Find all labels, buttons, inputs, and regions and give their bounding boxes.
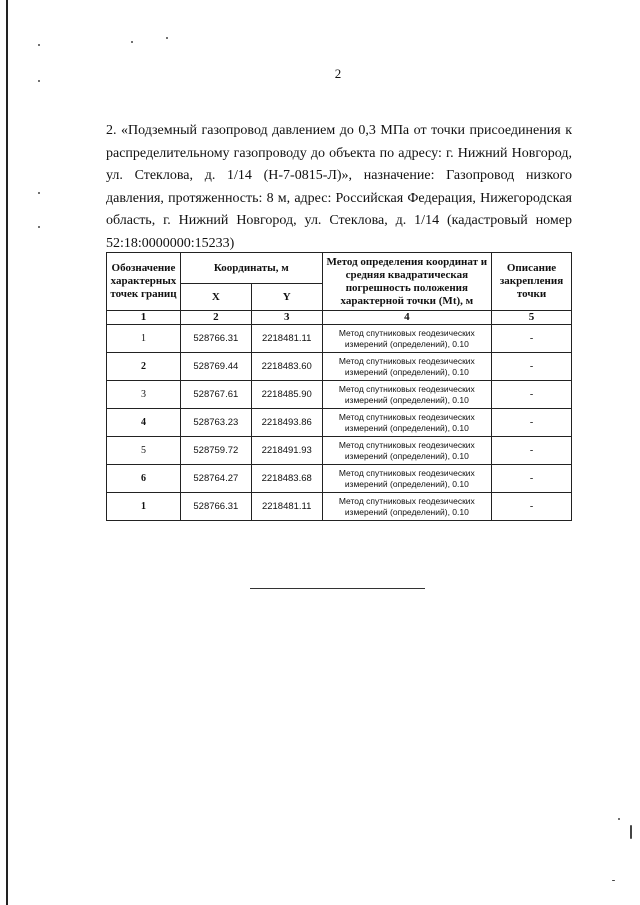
closing-rule-line: [250, 588, 425, 589]
fixing-description: -: [492, 325, 572, 353]
header-y: Y: [251, 284, 322, 311]
header-designation: Обозначение характерных точек границ: [107, 253, 181, 311]
point-number: 1: [107, 493, 181, 521]
page-number: 2: [334, 66, 342, 81]
fixing-description: -: [492, 409, 572, 437]
paragraph-line: давления, протяженность: 8 м, адрес: Российская Федерация, Нижегородская: [106, 190, 572, 206]
object-description-paragraph: [106, 120, 572, 255]
table-row: [107, 493, 572, 521]
method-cell: Метод спутниковых геодезических измерений (определений), 0.10: [322, 325, 491, 353]
table-row: [107, 325, 572, 353]
x-coordinate: 528766.31: [180, 325, 251, 353]
header-description: Описание закрепления точки: [492, 253, 572, 311]
table-row: [107, 437, 572, 465]
y-coordinate: 2218491.93: [251, 437, 322, 465]
fixing-description: -: [492, 465, 572, 493]
point-number: 4: [107, 409, 181, 437]
y-coordinate: 2218483.68: [251, 465, 322, 493]
y-coordinate: 2218481.11: [251, 325, 322, 353]
method-cell: Метод спутниковых геодезических измерений (определений), 0.10: [322, 493, 491, 521]
column-number: 2: [180, 311, 251, 325]
fixing-description: -: [492, 381, 572, 409]
x-coordinate: 528769.44: [180, 353, 251, 381]
y-coordinate: 2218481.11: [251, 493, 322, 521]
coordinates-table: [106, 252, 572, 521]
scan-edge-line: [6, 0, 8, 905]
table-row: [107, 353, 572, 381]
scan-speck: [38, 226, 40, 228]
y-coordinate: 2218493.86: [251, 409, 322, 437]
point-number: 6: [107, 465, 181, 493]
column-number: 3: [251, 311, 322, 325]
paragraph-line: распределительному газопроводу до объекта по адресу: г. Нижний Новгород,: [106, 145, 572, 161]
scan-speck: [166, 37, 168, 39]
paragraph-line: 2. «Подземный газопровод давлением до 0,3 МПа от точки присоединения к: [106, 123, 572, 138]
x-coordinate: 528764.27: [180, 465, 251, 493]
point-number: 1: [107, 325, 181, 353]
fixing-description: -: [492, 437, 572, 465]
table-row: [107, 409, 572, 437]
method-cell: Метод спутниковых геодезических измерений (определений), 0.10: [322, 437, 491, 465]
y-coordinate: 2218483.60: [251, 353, 322, 381]
x-coordinate: 528763.23: [180, 409, 251, 437]
x-coordinate: 528767.61: [180, 381, 251, 409]
point-number: 2: [107, 353, 181, 381]
scan-speck: [618, 818, 620, 820]
fixing-description: -: [492, 353, 572, 381]
header-x: X: [180, 284, 251, 311]
paragraph-line: ул. Стеклова, д. 1/14 (Н-7-0815-Л)», назначение: Газопровод низкого: [106, 168, 572, 183]
scan-speck: [612, 880, 615, 881]
column-number: 1: [107, 311, 181, 325]
header-method: Метод определения координат и средняя квадратическая погрешность положения характерной точки (Mt), м: [322, 253, 491, 311]
point-number: 3: [107, 381, 181, 409]
method-cell: Метод спутниковых геодезических измерений (определений), 0.10: [322, 409, 491, 437]
table-row: [107, 465, 572, 493]
x-coordinate: 528766.31: [180, 493, 251, 521]
header-coordinates: Координаты, м: [180, 253, 322, 284]
method-cell: Метод спутниковых геодезических измерений (определений), 0.10: [322, 465, 491, 493]
table-row: [107, 381, 572, 409]
method-cell: Метод спутниковых геодезических измерений (определений), 0.10: [322, 353, 491, 381]
scan-speck: [630, 825, 632, 839]
fixing-description: -: [492, 493, 572, 521]
scan-speck: [131, 41, 133, 43]
scan-speck: [38, 192, 40, 194]
point-number: 5: [107, 437, 181, 465]
x-coordinate: 528759.72: [180, 437, 251, 465]
y-coordinate: 2218485.90: [251, 381, 322, 409]
method-cell: Метод спутниковых геодезических измерений (определений), 0.10: [322, 381, 491, 409]
column-number: 5: [492, 311, 572, 325]
paragraph-line: область, г. Нижний Новгород, ул. Стеклова, д. 1/14 (кадастровый номер: [106, 213, 572, 228]
paragraph-line: 52:18:0000000:15233): [106, 235, 235, 251]
column-number: 4: [322, 311, 491, 325]
scan-speck: [38, 44, 40, 46]
